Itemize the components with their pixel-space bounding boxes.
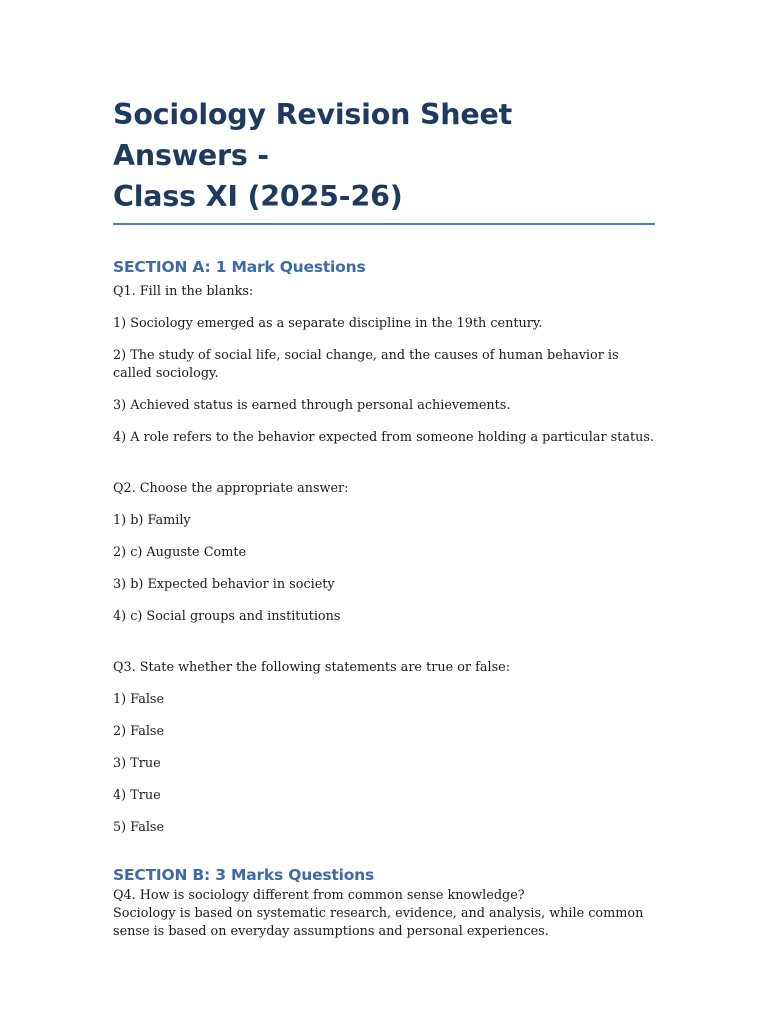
- spacer: [113, 461, 655, 480]
- q3-answer-1: 1) False: [113, 692, 165, 707]
- q1-answer-3: 3) Achieved status is earned through personal achievements.: [113, 398, 511, 413]
- document-title: [113, 94, 655, 223]
- q3-answer-5: 5) False: [113, 820, 165, 835]
- q3-answer-3: 3) True: [113, 756, 161, 771]
- q2-prompt: Q2. Choose the appropriate answer:: [113, 481, 349, 496]
- q2-answer-4: 4) c) Social groups and institutions: [113, 609, 341, 624]
- document-page: [113, 94, 655, 955]
- q1-prompt: Q1. Fill in the blanks:: [113, 284, 254, 299]
- spacer: [113, 640, 655, 659]
- q3-prompt: Q3. State whether the following statements are true or false:: [113, 660, 511, 675]
- q4-answer: Sociology is based on systematic research, evidence, and analysis, while common sense is based on everyday assumptions and personal experiences.: [113, 906, 644, 939]
- section-a-heading: SECTION A: 1 Mark Questions: [113, 258, 366, 276]
- section-b: [113, 865, 655, 941]
- q3-answer-4: 4) True: [113, 788, 161, 803]
- section-b-heading: SECTION B: 3 Marks Questions: [113, 866, 375, 884]
- q1-answer-2: 2) The study of social life, social change, and the causes of human behavior is called sociology.: [113, 348, 619, 381]
- title-divider: [113, 223, 655, 225]
- title-line-1: Sociology Revision Sheet Answers -: [113, 98, 513, 172]
- q2-answer-2: 2) c) Auguste Comte: [113, 545, 247, 560]
- section-a: [113, 257, 655, 837]
- q2-answer-1: 1) b) Family: [113, 513, 191, 528]
- q1-answer-1: 1) Sociology emerged as a separate discipline in the 19th century.: [113, 316, 543, 331]
- q3-answer-2: 2) False: [113, 724, 165, 739]
- q2-answer-3: 3) b) Expected behavior in society: [113, 577, 335, 592]
- title-line-2: Class XI (2025-26): [113, 180, 403, 213]
- q1-answer-4: 4) A role refers to the behavior expected from someone holding a particular status.: [113, 430, 654, 445]
- q4-prompt: Q4. How is sociology different from common sense knowledge?: [113, 888, 525, 903]
